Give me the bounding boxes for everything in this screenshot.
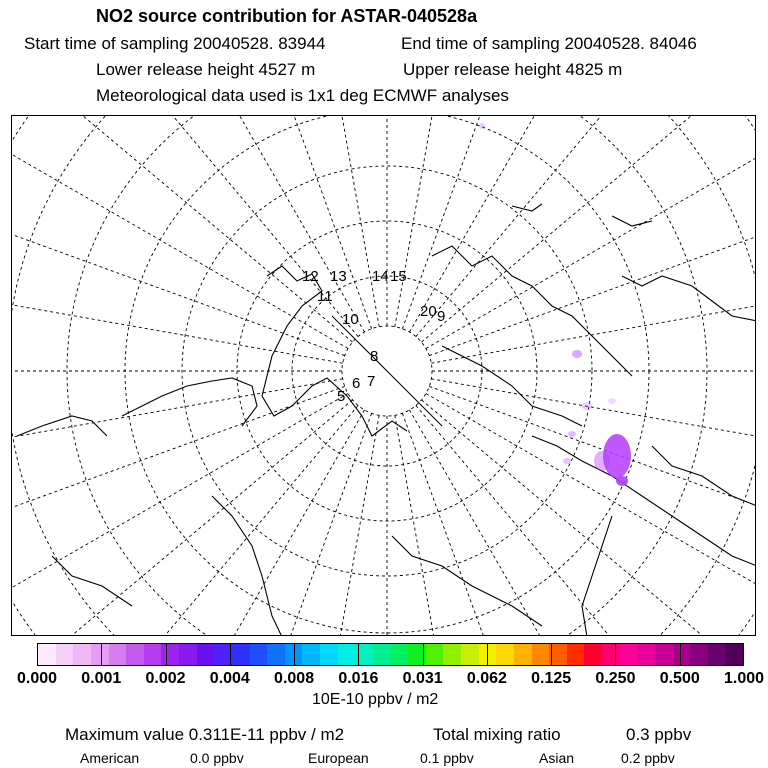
meridian-line (402, 116, 626, 329)
meridian-line (12, 132, 345, 356)
met-data-label: Meteorological data used is 1x1 deg ECMWF analyses (96, 86, 509, 105)
asian-label: Asian (539, 750, 575, 766)
meridian-line (12, 386, 345, 610)
coastline (532, 436, 756, 566)
colorbar-tick-label: 0.001 (81, 670, 122, 687)
trajectory-time-label: 13 (330, 268, 347, 285)
meridian-line (12, 405, 358, 636)
plume-blob (594, 451, 610, 471)
meridian-line (416, 405, 756, 636)
latitude-circle (12, 116, 756, 636)
trajectory-time-label: 14 (372, 268, 389, 285)
colorbar-swatch (161, 644, 179, 665)
colorbar-divider (487, 643, 488, 666)
meridian-line (426, 394, 756, 637)
colorbar-divider (166, 643, 167, 666)
american-value: 0.0 ppbv (190, 750, 244, 766)
colorbar-swatch (690, 644, 708, 665)
coastline (17, 416, 107, 436)
trajectory-time-label: 5 (337, 388, 346, 405)
colorbar-swatch (73, 644, 91, 665)
meridian-line (12, 249, 343, 363)
plume-blob (479, 123, 485, 129)
map-canvas (12, 116, 756, 636)
meridian-line (37, 116, 365, 332)
colorbar-swatch (514, 644, 532, 665)
trajectory-time-label: 15 (390, 268, 407, 285)
colorbar-swatch (708, 644, 726, 665)
coastline (652, 446, 756, 506)
colorbar-divider (680, 643, 681, 666)
plume-blob (608, 398, 616, 404)
plume-blob (563, 458, 571, 464)
trajectory-time-label: 20 (420, 303, 437, 320)
meridian-line (12, 116, 353, 342)
colorbar-tick-label: 0.062 (466, 670, 507, 687)
asian-value: 0.2 ppbv (621, 750, 675, 766)
colorbar-swatch (179, 644, 197, 665)
colorbar-swatch (91, 644, 109, 665)
plume-blob (568, 431, 576, 437)
trajectory-time-label: 8 (370, 348, 379, 365)
colorbar-divider (551, 643, 552, 666)
lower-height-label: Lower release height 4527 m (96, 60, 316, 79)
trajectory-time-label: 10 (342, 311, 359, 328)
trajectory-time-label: 9 (437, 308, 446, 325)
meridian-line (37, 410, 365, 636)
meridian-line (416, 116, 756, 337)
colorbar-swatch (637, 644, 655, 665)
colorbar-divider (294, 643, 295, 666)
meridian-line (12, 379, 346, 493)
upper-height-label: Upper release height 4825 m (403, 60, 623, 79)
trajectory-time-label: 7 (367, 373, 376, 390)
meridian-line (12, 394, 348, 637)
total-mixing-value: 0.3 ppbv (626, 725, 692, 744)
colorbar-swatch (338, 644, 356, 665)
colorbar-swatch (320, 644, 338, 665)
meridian-line (148, 413, 372, 636)
colorbar-swatch (725, 644, 743, 665)
meridian-line (421, 116, 756, 342)
coastline (52, 556, 132, 606)
european-value: 0.1 ppbv (420, 750, 474, 766)
colorbar-tick-label: 0.000 (16, 670, 58, 687)
colorbar-divider (230, 643, 231, 666)
colorbar-swatch (655, 644, 673, 665)
colorbar-tick-label: 0.008 (274, 670, 315, 687)
coastline (622, 276, 756, 321)
european-label: European (308, 750, 369, 766)
coastline (512, 204, 542, 211)
colorbar-swatch (197, 644, 215, 665)
meridian-line (421, 400, 756, 636)
coastline (212, 496, 282, 636)
colorbar-swatch (267, 644, 285, 665)
meridian-line (426, 116, 756, 349)
colorbar-tick-label: 0.250 (595, 670, 636, 687)
colorbar-divider (101, 643, 102, 666)
plume-blob (572, 350, 582, 358)
colorbar-tick-label: 0.016 (338, 670, 379, 687)
max-value-label: Maximum value 0.311E-11 ppbv / m2 (65, 725, 345, 744)
colorbar-swatch (302, 644, 320, 665)
meridian-line (429, 132, 756, 356)
coastline (122, 378, 257, 426)
colorbar-swatch (532, 644, 550, 665)
meridian-line (402, 413, 626, 636)
colorbar-swatch (144, 644, 162, 665)
end-time-label: End time of sampling 20040528. 84046 (401, 34, 697, 53)
colorbar (37, 643, 744, 666)
american-label: American (80, 750, 140, 766)
start-time-label: Start time of sampling 20040528. 83944 (24, 34, 326, 53)
plume-blob (582, 402, 592, 410)
colorbar-swatch (232, 644, 250, 665)
colorbar-swatch (126, 644, 144, 665)
meridian-line (410, 410, 738, 636)
total-mixing-label: Total mixing ratio (433, 725, 561, 744)
colorbar-swatch (443, 644, 461, 665)
plume-blob (616, 476, 628, 486)
coastline (582, 516, 612, 636)
plot-title: NO2 source contribution for ASTAR-040528a (96, 6, 478, 26)
colorbar-tick-label: 0.500 (659, 670, 700, 687)
trajectory-line (332, 316, 442, 426)
colorbar-swatch (56, 644, 74, 665)
colorbar-swatch (496, 644, 514, 665)
trajectory-time-label: 12 (302, 268, 319, 285)
coastline (392, 536, 542, 626)
colorbar-swatch (109, 644, 127, 665)
meridian-line (431, 249, 756, 363)
meridian-line (431, 379, 756, 493)
colorbar-tick-label: 0.004 (209, 670, 250, 687)
colorbar-swatch (426, 644, 444, 665)
colorbar-swatch (391, 644, 409, 665)
colorbar-unit: 10E-10 ppbv / m2 (312, 691, 439, 708)
colorbar-swatch (250, 644, 268, 665)
colorbar-swatch (673, 644, 691, 665)
colorbar-tick-label: 1.000 (723, 670, 765, 687)
colorbar-tick-label: 0.125 (531, 670, 572, 687)
colorbar-swatch (602, 644, 620, 665)
colorbar-divider (423, 643, 424, 666)
meridian-line (410, 116, 738, 332)
colorbar-swatch (620, 644, 638, 665)
colorbar-tick-label: 0.002 (145, 670, 186, 687)
polar-map (11, 115, 756, 636)
colorbar-swatch (567, 644, 585, 665)
meridian-line (395, 116, 509, 327)
meridian-line (148, 116, 372, 329)
colorbar-swatch (38, 644, 56, 665)
meridian-line (429, 386, 756, 610)
trajectory-time-label: 6 (352, 375, 361, 392)
colorbar-swatch (584, 644, 602, 665)
latitude-circle (12, 116, 756, 636)
colorbar-tick-label: 0.031 (402, 670, 443, 687)
colorbar-divider (615, 643, 616, 666)
colorbar-swatch (373, 644, 391, 665)
trajectory-time-label: 11 (317, 288, 333, 305)
colorbar-swatch (461, 644, 479, 665)
colorbar-divider (358, 643, 359, 666)
meridian-line (12, 400, 353, 636)
